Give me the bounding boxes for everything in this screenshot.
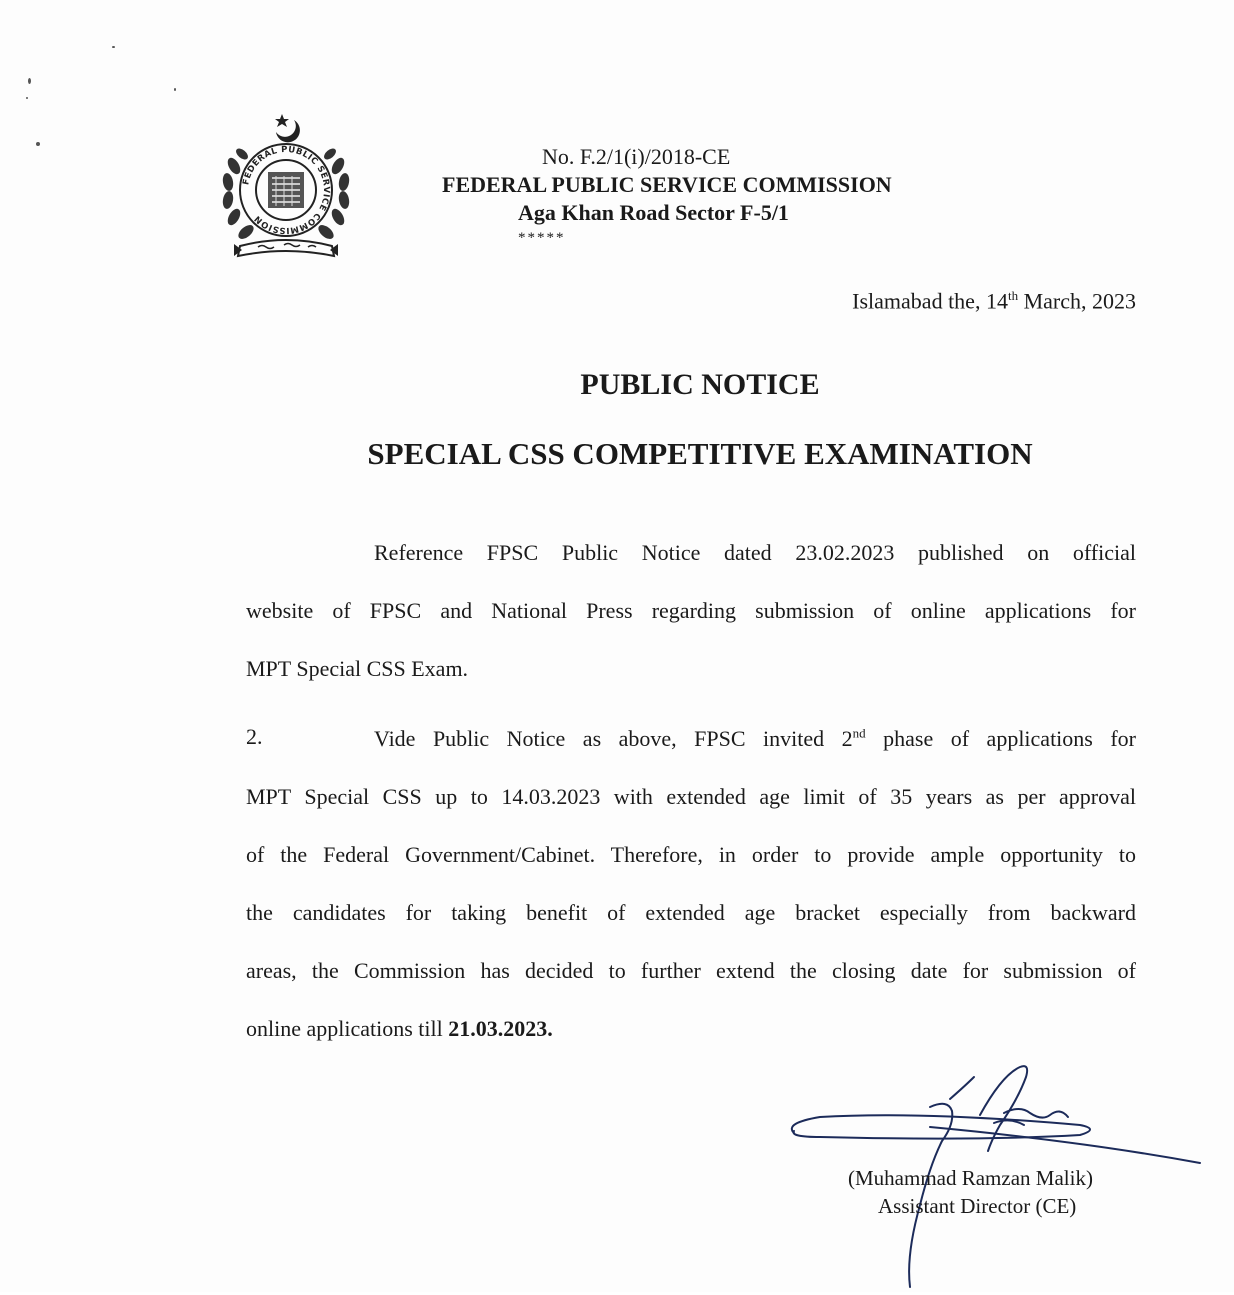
signatory-name: (Muhammad Ramzan Malik): [848, 1166, 1093, 1190]
paragraph-1-line: Reference FPSC Public Notice dated 23.02.2023 published on official: [374, 540, 1136, 565]
date-rest: March, 2023: [1018, 288, 1136, 314]
paragraph-2-line: the candidates for taking benefit of extended age bracket especially from backward: [246, 900, 1136, 925]
fpsc-emblem: [212, 106, 360, 268]
notice-subject: SPECIAL CSS COMPETITIVE EXAMINATION: [367, 436, 1033, 471]
notice-title: PUBLIC NOTICE: [580, 368, 820, 401]
file-number: No. F.2/1(i)/2018-CE: [542, 144, 731, 169]
separator-stars: *****: [518, 230, 566, 246]
signatory-designation: Assistant Director (CE): [878, 1194, 1077, 1218]
paragraph-2-line: of the Federal Government/Cabinet. Therefore, in order to provide ample opportunity to: [246, 842, 1136, 867]
scan-speck: [26, 97, 28, 99]
ordinal-suffix: nd: [852, 725, 866, 741]
paragraph-1-line: website of FPSC and National Press regarding submission of online applications for: [246, 598, 1136, 623]
paragraph-2-text: Vide Public Notice as above, FPSC invited 2: [374, 726, 853, 751]
paragraph-2-line: [246, 724, 1136, 782]
paragraph-1: [246, 538, 1136, 712]
scan-speck: [112, 46, 115, 48]
organization-name: FEDERAL PUBLIC SERVICE COMMISSION: [442, 172, 892, 197]
notice-date: [852, 288, 1136, 314]
date-prefix: Islamabad the, 14: [852, 288, 1008, 314]
scan-speck: [174, 88, 176, 91]
organization-address: Aga Khan Road Sector F-5/1: [518, 200, 789, 225]
paragraph-1-line: MPT Special CSS Exam.: [246, 656, 469, 681]
scan-speck: [28, 78, 31, 84]
closing-date: 21.03.2023.: [448, 1016, 553, 1041]
fpsc-emblem-icon: [212, 106, 360, 268]
paragraph-2: [246, 724, 1136, 1072]
date-suffix: th: [1007, 288, 1019, 303]
svg-text:FEDERAL PUBLIC SERVICE COMMISS: FEDERAL PUBLIC SERVICE COMMISSION: [241, 144, 332, 236]
paragraph-2-text: phase of applications for: [865, 726, 1137, 751]
paragraph-2-line: areas, the Commission has decided to further extend the closing date for submission of: [246, 958, 1136, 983]
paragraph-2-text: online applications till: [246, 1016, 449, 1041]
scan-speck: [36, 142, 40, 146]
paragraph-number: 2.: [246, 724, 263, 749]
paragraph-2-line: MPT Special CSS up to 14.03.2023 with extended age limit of 35 years as per approval: [246, 784, 1136, 809]
